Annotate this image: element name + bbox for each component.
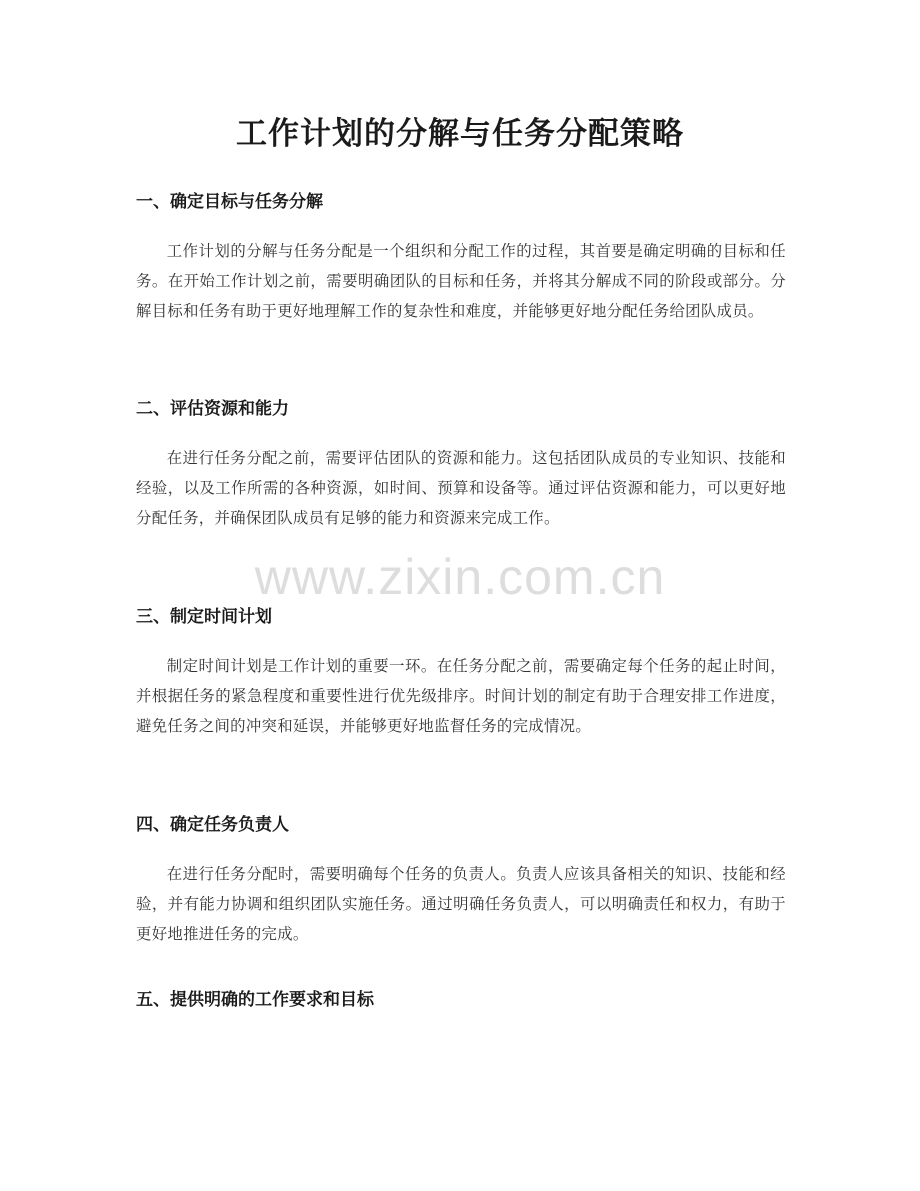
section-2 [136,397,786,533]
section-4 [136,813,786,949]
section-paragraph: 工作计划的分解与任务分配是一个组织和分配工作的过程，其首要是确定明确的目标和任务。在开始工作计划之前，需要明确团队的目标和任务，并将其分解成不同的阶段或部分。分解目标和任务有助于更好地理解工作的复杂性和难度，并能够更好地分配任务给团队成员。 [136,242,786,320]
page-title: 工作计划的分解与任务分配策略 [236,116,684,152]
section-3 [136,605,786,741]
section-heading: 二、评估资源和能力 [136,399,289,419]
section-heading: 四、确定任务负责人 [136,815,289,835]
section-heading: 五、提供明确的工作要求和目标 [136,990,374,1010]
section-heading: 一、确定目标与任务分解 [136,192,323,212]
section-paragraph: 制定时间计划是工作计划的重要一环。在任务分配之前，需要确定每个任务的起止时间，并根据任务的紧急程度和重要性进行优先级排序。时间计划的制定有助于合理安排工作进度，避免任务之间的冲突和延误，并能够更好地监督任务的完成情况。 [136,657,786,735]
section-paragraph: 在进行任务分配时，需要明确每个任务的负责人。负责人应该具备相关的知识、技能和经验，并有能力协调和组织团队实施任务。通过明确任务负责人，可以明确责任和权力，有助于更好地推进任务的完成。 [136,865,786,943]
section-paragraph: 在进行任务分配之前，需要评估团队的资源和能力。这包括团队成员的专业知识、技能和经验，以及工作所需的各种资源，如时间、预算和设备等。通过评估资源和能力，可以更好地分配任务，并确保团队成员有足够的能力和资源来完成工作。 [136,449,786,527]
section-1 [136,190,786,326]
watermark: www.zixin.com.cn [254,549,666,605]
section-5 [136,988,786,1012]
section-heading: 三、制定时间计划 [136,607,272,627]
